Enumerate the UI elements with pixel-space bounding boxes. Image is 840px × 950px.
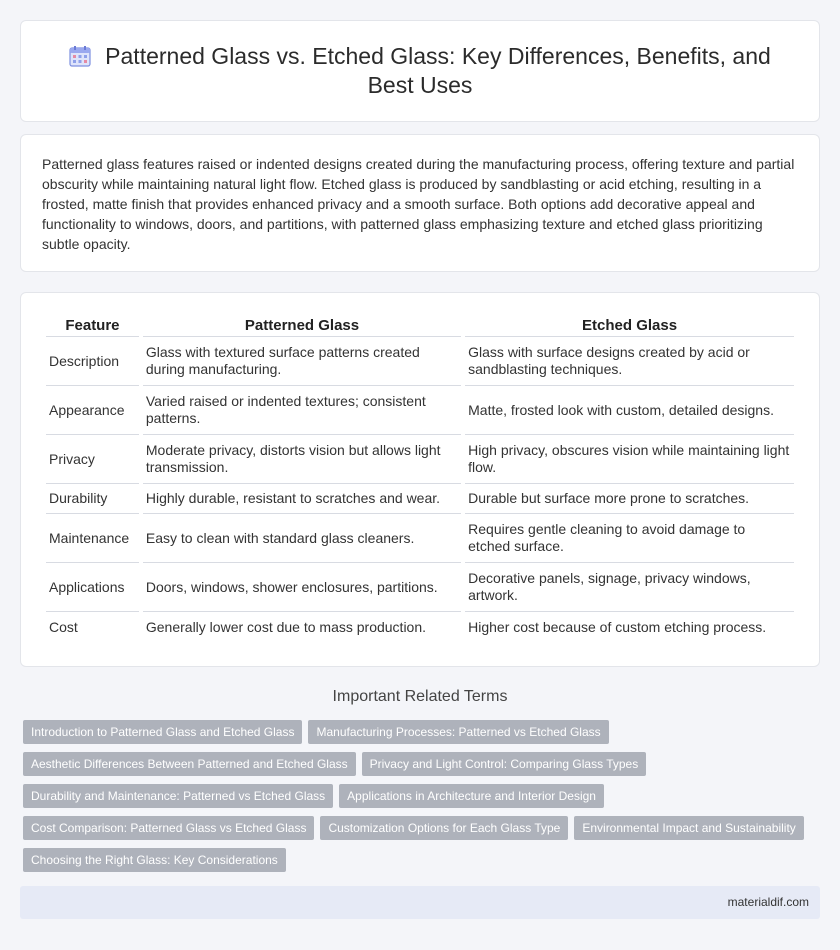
title-card: [20, 20, 820, 122]
row-etched: High privacy, obscures vision while maintaining light flow.: [465, 435, 794, 484]
row-patterned: Varied raised or indented textures; consistent patterns.: [143, 386, 461, 435]
row-patterned: Moderate privacy, distorts vision but allows light transmission.: [143, 435, 461, 484]
row-feature: Privacy: [46, 435, 139, 484]
related-term-tag[interactable]: Introduction to Patterned Glass and Etched Glass: [23, 720, 302, 744]
header-feature: Feature: [46, 315, 139, 337]
intro-card: [20, 134, 820, 272]
page-title: [51, 42, 789, 100]
related-term-tag[interactable]: Durability and Maintenance: Patterned vs Etched Glass: [23, 784, 333, 808]
comparison-table: [42, 315, 798, 642]
footer-site-link[interactable]: materialdif.com: [727, 895, 809, 909]
row-patterned: Highly durable, resistant to scratches and wear.: [143, 484, 461, 514]
row-etched: Requires gentle cleaning to avoid damage to etched surface.: [465, 514, 794, 563]
row-feature: Cost: [49, 618, 78, 635]
table-header-row: [46, 315, 794, 337]
row-patterned: Easy to clean with standard glass cleaners.: [143, 514, 461, 563]
related-term-tag[interactable]: Customization Options for Each Glass Type: [320, 816, 568, 840]
table-row: [46, 563, 794, 612]
row-feature: Maintenance: [46, 514, 139, 563]
row-etched: Higher cost because of custom etching process.: [468, 618, 767, 635]
comparison-card: [20, 292, 820, 667]
related-terms-heading: Important Related Terms: [332, 688, 508, 705]
table-row: [46, 386, 794, 435]
table-row: [46, 514, 794, 563]
related-term-tag[interactable]: Privacy and Light Control: Comparing Glass Types: [362, 752, 647, 776]
related-terms-list: [23, 720, 813, 880]
row-patterned: Doors, windows, shower enclosures, partitions.: [143, 563, 461, 612]
row-etched: Matte, frosted look with custom, detailed designs.: [465, 386, 794, 435]
table-row: [46, 435, 794, 484]
row-feature: Applications: [46, 563, 139, 612]
related-term-tag[interactable]: Choosing the Right Glass: Key Considerations: [23, 848, 286, 872]
related-term-tag[interactable]: Manufacturing Processes: Patterned vs Etched Glass: [308, 720, 608, 744]
related-term-tag[interactable]: Cost Comparison: Patterned Glass vs Etched Glass: [23, 816, 314, 840]
row-feature: Description: [46, 337, 139, 386]
page-title-text: Patterned Glass vs. Etched Glass: Key Differences, Benefits, and Best Uses: [105, 43, 771, 98]
row-patterned: Generally lower cost due to mass production.: [145, 618, 427, 635]
row-patterned: Glass with textured surface patterns created during manufacturing.: [143, 337, 461, 386]
table-row: [46, 484, 794, 514]
table-row: [46, 612, 794, 642]
intro-paragraph: Patterned glass features raised or indented designs created during the manufacturing process, offering texture and partial obscurity while maintaining natural light flow. Etched glass is produced by sandblasting or acid etching, resulting in a frosted, matte finish that provides enhanced privacy and a smooth surface. Both options add decorative appeal and functionality to windows, doors, and partitions, with patterned glass emphasizing texture and etched glass prioritizing subtle opacity.: [42, 156, 795, 252]
header-patterned-glass: Patterned Glass: [143, 315, 461, 337]
calendar-grid-icon: [69, 45, 91, 67]
related-term-tag[interactable]: Applications in Architecture and Interior Design: [339, 784, 604, 808]
header-etched-glass: Etched Glass: [465, 315, 794, 337]
row-feature: Appearance: [46, 386, 139, 435]
row-etched: Decorative panels, signage, privacy windows, artwork.: [465, 563, 794, 612]
row-feature: Durability: [46, 484, 139, 514]
related-term-tag[interactable]: Aesthetic Differences Between Patterned and Etched Glass: [23, 752, 356, 776]
table-row: [46, 337, 794, 386]
related-term-tag[interactable]: Environmental Impact and Sustainability: [574, 816, 803, 840]
footer: [20, 886, 820, 919]
row-etched: Durable but surface more prone to scratches.: [465, 484, 794, 514]
row-etched: Glass with surface designs created by acid or sandblasting techniques.: [465, 337, 794, 386]
